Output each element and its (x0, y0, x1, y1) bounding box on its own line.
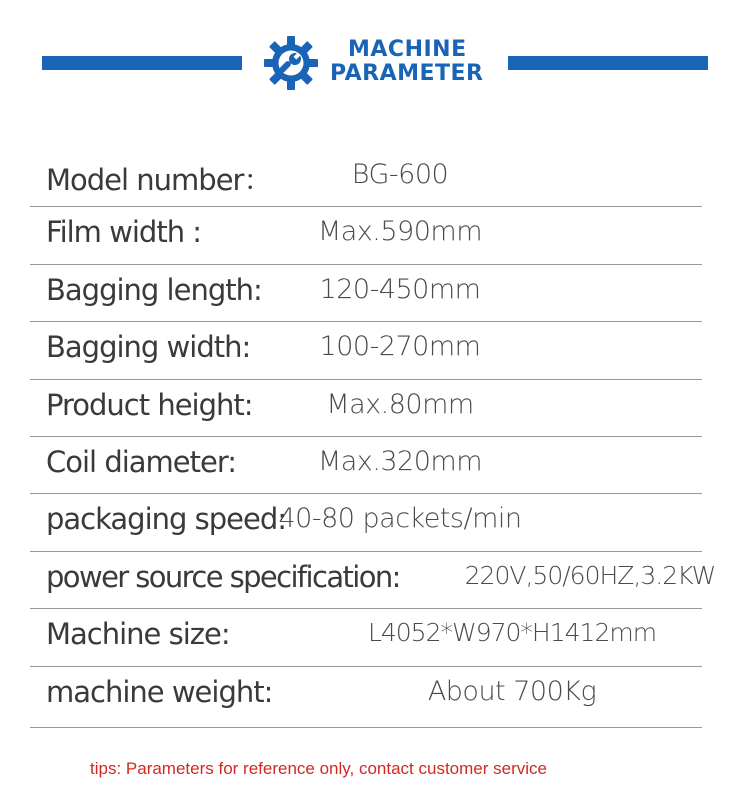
param-row-film-width (30, 207, 702, 264)
param-label: Product height: (46, 387, 253, 422)
param-label: power source specification: (46, 559, 400, 594)
param-label: machine weight: (46, 674, 273, 709)
param-value: About 700Kg (427, 675, 597, 707)
section-title-line1: MACHINE (348, 37, 467, 62)
param-row-power-source (30, 552, 716, 609)
param-value: 100-270mm (319, 331, 481, 363)
param-value: 120-450mm (319, 273, 481, 305)
param-row-model-number (30, 150, 702, 207)
param-value: L4052*W970*H1412mm (367, 618, 657, 648)
gear-wrench-icon (262, 34, 320, 92)
param-label: packaging speed: (46, 502, 287, 537)
param-row-packaging-speed (30, 494, 702, 551)
param-row-coil-diameter (30, 437, 702, 494)
param-label: Model number： (46, 163, 272, 197)
param-value: 220V,50/60HZ,3.2KW (464, 560, 716, 590)
section-title-line2: PARAMETER (330, 61, 484, 86)
header-bar-right (508, 56, 708, 70)
param-label: Bagging width: (46, 330, 251, 365)
param-label: Bagging length: (46, 272, 262, 307)
param-row-product-height (30, 380, 702, 437)
param-value: Max.80mm (326, 388, 474, 420)
param-row-machine-size (30, 609, 702, 666)
header-bar-left (42, 56, 242, 70)
param-label: Film width : (46, 215, 202, 250)
param-row-bagging-width (30, 322, 702, 379)
param-value: BG-600 (351, 159, 449, 190)
param-value: Max.320mm (317, 445, 483, 477)
param-row-machine-weight (30, 667, 702, 728)
param-value: Max.590mm (317, 216, 483, 248)
param-label: Machine size: (46, 617, 230, 652)
param-row-bagging-length (30, 265, 702, 322)
parameter-table (30, 150, 716, 728)
param-value: 40-80 packets/min (278, 503, 522, 535)
tips-note: tips: Parameters for reference only, contact customer service (90, 759, 547, 778)
param-label: Coil diameter: (46, 444, 237, 479)
section-title (330, 38, 484, 86)
